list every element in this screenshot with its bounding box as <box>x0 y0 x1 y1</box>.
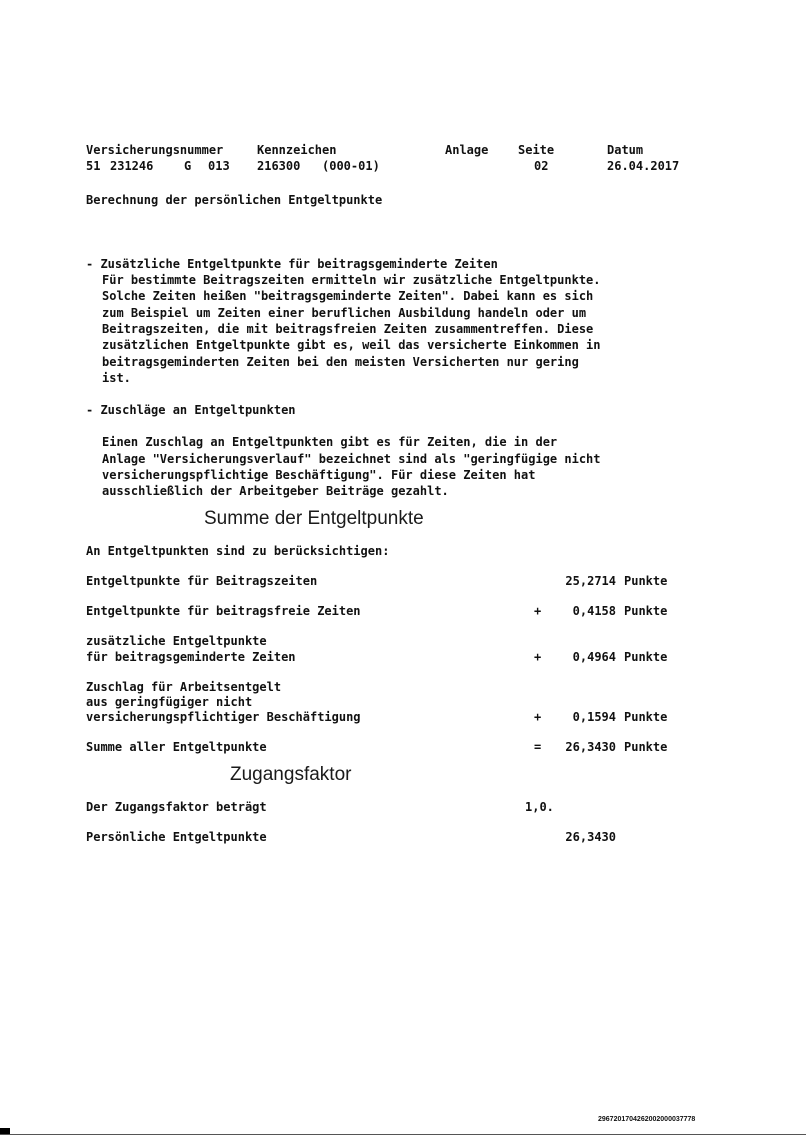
row-unit: Punkte <box>624 604 668 618</box>
row-label: zusätzliche Entgeltpunkte <box>86 634 267 648</box>
row-label: für beitragsgeminderte Zeiten <box>86 650 296 664</box>
persoenliche-value: 26,3430 <box>565 830 616 844</box>
row-label: versicherungspflichtiger Beschäftigung <box>86 710 361 724</box>
row-unit: Punkte <box>624 574 668 588</box>
kennzeichen-code: (000-01) <box>322 159 380 173</box>
bullet2-line: versicherungspflichtige Beschäftigung". Für diese Zeiten hat <box>102 468 536 482</box>
bullet2-line: ausschließlich der Arbeitgeber Beiträge gezahlt. <box>102 484 449 498</box>
bullet2-title: - Zuschläge an Entgeltpunkten <box>86 403 296 417</box>
seite-label: Seite <box>518 143 555 157</box>
bullet1-line: ist. <box>102 371 131 385</box>
vsnr-part2: 231246 <box>110 159 154 173</box>
datum-value: 26.04.2017 <box>607 159 680 173</box>
bullet1-line: zusätzlichen Entgeltpunkte gibt es, weil das versicherte Einkommen in <box>102 338 601 352</box>
bullet1-line: Für bestimmte Beitragszeiten ermitteln wir zusätzliche Entgeltpunkte. <box>102 273 601 287</box>
bullet1-line: zum Beispiel um Zeiten einer beruflichen Ausbildung handeln oder um <box>102 306 587 320</box>
intro-text: An Entgeltpunkten sind zu berücksichtigen: <box>86 544 390 558</box>
kennzeichen-value: 216300 <box>257 159 301 173</box>
bullet1-title: - Zusätzliche Entgeltpunkte für beitragsgeminderte Zeiten <box>86 257 498 271</box>
row-label: aus geringfügiger nicht <box>86 695 253 709</box>
seite-value: 02 <box>534 159 549 173</box>
bullet1-line: Solche Zeiten heißen "beitragsgeminderte Zeiten". Dabei kann es sich <box>102 289 594 303</box>
row-label: Entgeltpunkte für Beitragszeiten <box>86 574 318 588</box>
row-value: 26,3430 <box>565 740 616 754</box>
bullet1-line: beitragsgeminderten Zeiten bei den meisten Versicherten nur gering <box>102 355 579 369</box>
vsnr-part1: 51 <box>86 159 101 173</box>
row-unit: Punkte <box>624 650 668 664</box>
page-edge-line <box>0 1134 806 1135</box>
datum-label: Datum <box>607 143 644 157</box>
row-label: Entgeltpunkte für beitragsfreie Zeiten <box>86 604 361 618</box>
persoenliche-label: Persönliche Entgeltpunkte <box>86 830 267 844</box>
kennzeichen-label: Kennzeichen <box>257 143 337 157</box>
anlage-label: Anlage <box>445 143 489 157</box>
bullet2-line: Einen Zuschlag an Entgeltpunkten gibt es für Zeiten, die in der <box>102 435 558 449</box>
row-value: 25,2714 <box>565 574 616 588</box>
bullet1-line: Beitragszeiten, die mit beitragsfreien Zeiten zusammentreffen. Diese <box>102 322 594 336</box>
row-value: 0,4964 <box>572 650 616 664</box>
row-unit: Punkte <box>624 710 668 724</box>
zugang-value: 1,0. <box>525 800 554 814</box>
summe-heading: Summe der Entgeltpunkte <box>204 508 424 529</box>
row-label: Zuschlag für Arbeitsentgelt <box>86 680 282 694</box>
row-operator: = <box>534 740 542 754</box>
zugang-heading: Zugangsfaktor <box>230 764 352 785</box>
row-label: Summe aller Entgeltpunkte <box>86 740 267 754</box>
zugang-label: Der Zugangsfaktor beträgt <box>86 800 267 814</box>
bullet2-line: Anlage "Versicherungsverlauf" bezeichnet sind als "geringfügige nicht <box>102 452 601 466</box>
row-operator: + <box>534 650 542 664</box>
footer-code: 2967201704262002000037778 <box>598 1116 696 1123</box>
row-operator: + <box>534 604 542 618</box>
row-operator: + <box>534 710 542 724</box>
section-title: Berechnung der persönlichen Entgeltpunkte <box>86 193 383 207</box>
row-value: 0,1594 <box>572 710 616 724</box>
vsnr-part4: 013 <box>208 159 230 173</box>
row-value: 0,4158 <box>572 604 616 618</box>
row-unit: Punkte <box>624 740 668 754</box>
vsnr-part3: G <box>184 159 192 173</box>
versicherungsnummer-label: Versicherungsnummer <box>86 143 224 157</box>
